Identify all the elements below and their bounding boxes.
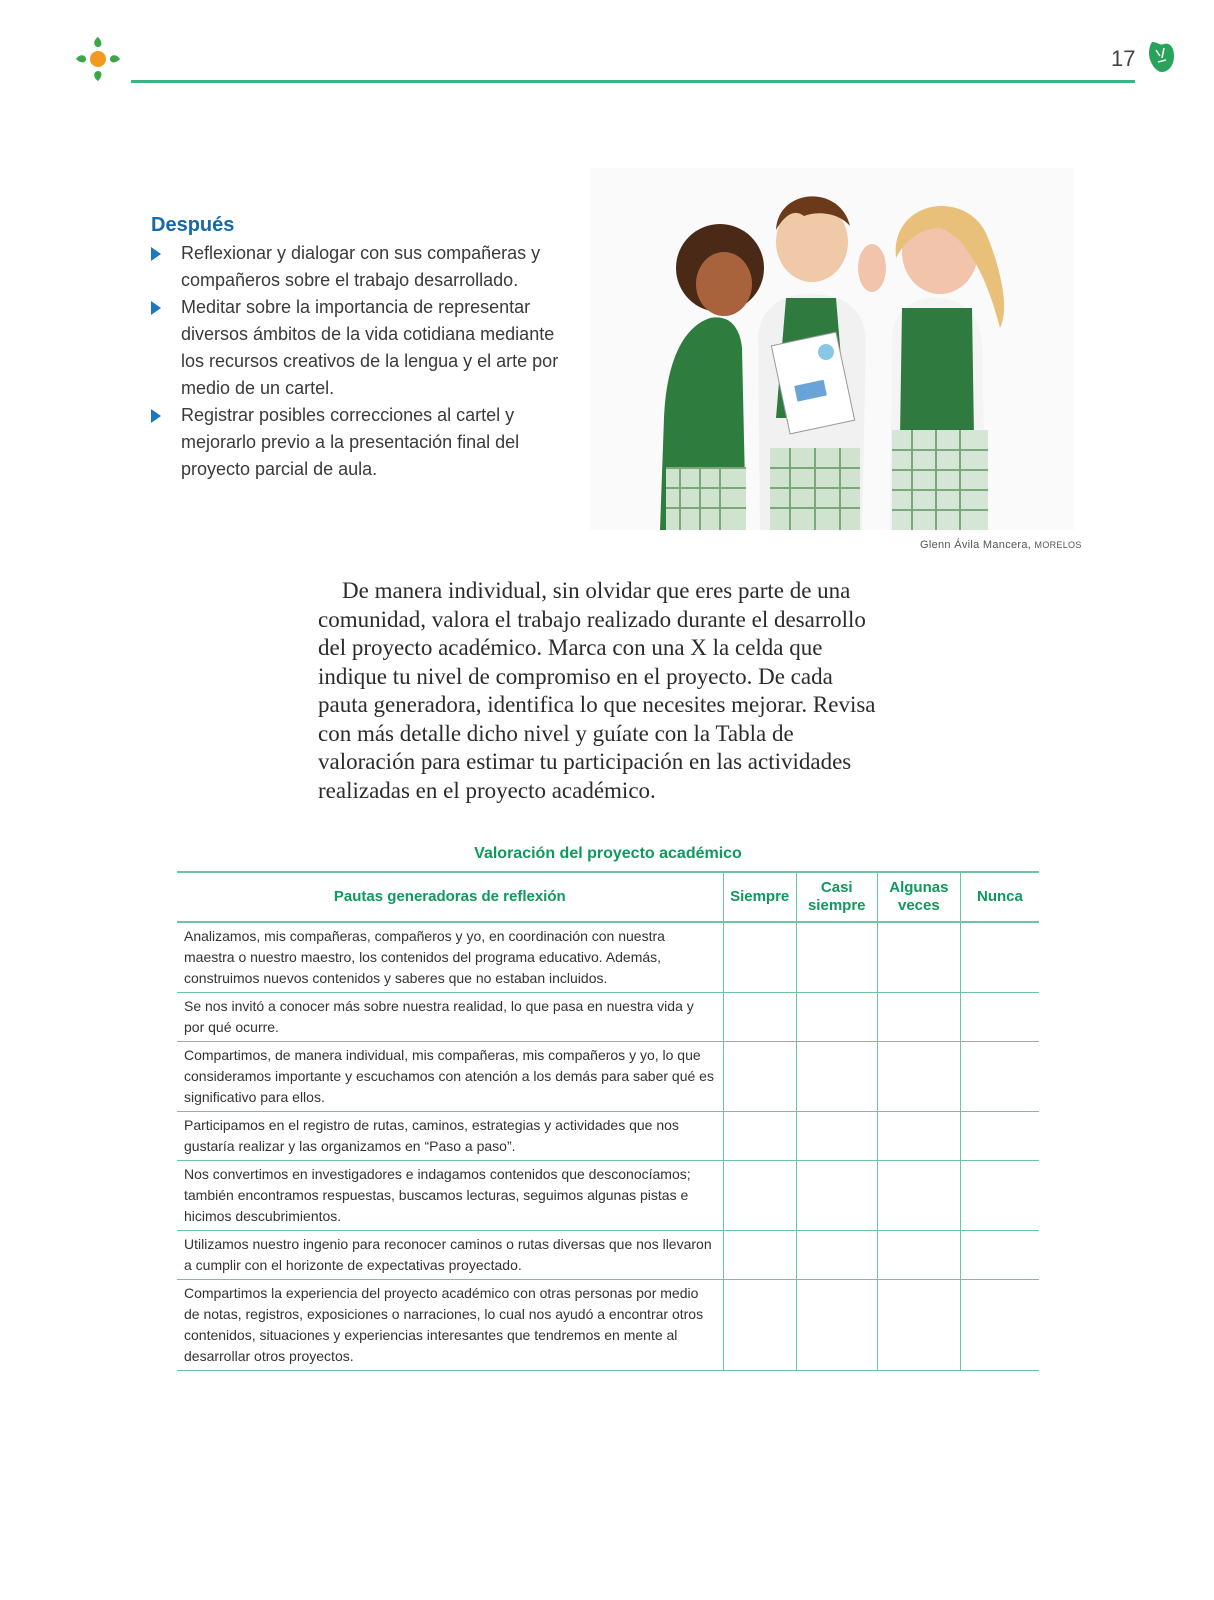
checkbox-cell-nunca[interactable] xyxy=(960,1161,1039,1231)
checkbox-cell-siempre[interactable] xyxy=(723,1161,796,1231)
list-item: Reflexionar y dialogar con sus compañeras y compañeros sobre el trabajo desarrollado. xyxy=(151,240,571,294)
pauta-cell: Compartimos, de manera individual, mis compañeras, mis compañeros y yo, lo que consideramos importante y escuchamos con atención a los demás para saber qué es significativo para ellos. xyxy=(177,1042,723,1112)
checkbox-cell-algunas-veces[interactable] xyxy=(877,1042,960,1112)
checkbox-cell-algunas-veces[interactable] xyxy=(877,1112,960,1161)
list-item: Registrar posibles correcciones al cartel y mejorarlo previo a la presentación final del proyecto parcial de aula. xyxy=(151,402,571,483)
checkbox-cell-nunca[interactable] xyxy=(960,1112,1039,1161)
table-title: Valoración del proyecto académico xyxy=(474,845,742,862)
pauta-cell: Se nos invitó a conocer más sobre nuestra realidad, lo que pasa en nuestra vida y por qué ocurre. xyxy=(177,993,723,1042)
pauta-cell: Compartimos la experiencia del proyecto académico con otras personas por medio de notas, registros, exposiciones o narraciones, lo cual nos ayudó a encontrar otros contenidos, situaciones y experiencias interesantes que tendremos en mente al desarrollar otros proyectos. xyxy=(177,1280,723,1371)
table-row xyxy=(177,1231,1039,1280)
checkbox-cell-casi-siempre[interactable] xyxy=(796,1161,877,1231)
column-header: Casi siempre xyxy=(796,872,877,922)
checkbox-cell-algunas-veces[interactable] xyxy=(877,922,960,993)
checkbox-cell-nunca[interactable] xyxy=(960,1231,1039,1280)
pauta-cell: Participamos en el registro de rutas, caminos, estrategias y actividades que nos gustaría realizar y las organizamos en “Paso a paso”. xyxy=(177,1112,723,1161)
checkbox-cell-casi-siempre[interactable] xyxy=(796,1112,877,1161)
checkbox-cell-nunca[interactable] xyxy=(960,922,1039,993)
checkbox-cell-casi-siempre[interactable] xyxy=(796,1231,877,1280)
checkbox-cell-siempre[interactable] xyxy=(723,993,796,1042)
page-number: 17 xyxy=(1111,46,1136,71)
checkbox-cell-algunas-veces[interactable] xyxy=(877,1280,960,1371)
column-header: Nunca xyxy=(960,872,1039,922)
checkbox-cell-siempre[interactable] xyxy=(723,1231,796,1280)
column-header: Algunas veces xyxy=(877,872,960,922)
section-leaf-icon xyxy=(1146,40,1176,74)
checkbox-cell-nunca[interactable] xyxy=(960,1042,1039,1112)
header-rule xyxy=(131,80,1135,83)
checkbox-cell-algunas-veces[interactable] xyxy=(877,1161,960,1231)
table-row xyxy=(177,922,1039,993)
pauta-cell: Nos convertimos en investigadores e indagamos contenidos que desconocíamos; también encontramos respuestas, buscamos lecturas, seguimos algunas pistas e hicimos descubrimientos. xyxy=(177,1161,723,1231)
bullet-arrow-icon xyxy=(151,301,161,315)
column-header: Pautas generadoras de reflexión xyxy=(177,872,723,922)
list-item: Meditar sobre la importancia de representar diversos ámbitos de la vida cotidiana mediante los recursos creativos de la lengua y el arte por medio de un cartel. xyxy=(151,294,571,402)
table-row xyxy=(177,1112,1039,1161)
checkbox-cell-siempre[interactable] xyxy=(723,922,796,993)
table-row xyxy=(177,1280,1039,1371)
checkbox-cell-casi-siempre[interactable] xyxy=(796,1280,877,1371)
table-row xyxy=(177,1042,1039,1112)
bullet-arrow-icon xyxy=(151,247,161,261)
activity-list xyxy=(151,240,571,483)
checkbox-cell-siempre[interactable] xyxy=(723,1042,796,1112)
checkbox-cell-siempre[interactable] xyxy=(723,1112,796,1161)
checkbox-cell-algunas-veces[interactable] xyxy=(877,993,960,1042)
section-heading: Después xyxy=(151,214,235,236)
checkbox-cell-nunca[interactable] xyxy=(960,993,1039,1042)
checkbox-cell-casi-siempre[interactable] xyxy=(796,1042,877,1112)
column-header: Siempre xyxy=(723,872,796,922)
instruction-paragraph: De manera individual, sin olvidar que eres parte de una comunidad, valora el trabajo realizado durante el desarrollo del proyecto académico. Marca con una X la celda que indique tu nivel de compromiso en el proyecto. De cada pauta generadora, identifica lo que necesites mejorar. Revisa con más detalle dicho nivel y guíate con la Tabla de valoración para estimar tu participación en las actividades realizadas en el proyecto académico. xyxy=(318,578,876,803)
checkbox-cell-nunca[interactable] xyxy=(960,1280,1039,1371)
pauta-cell: Utilizamos nuestro ingenio para reconocer caminos o rutas diversas que nos llevaron a cumplir con el horizonte de expectativas proyectado. xyxy=(177,1231,723,1280)
pauta-cell: Analizamos, mis compañeras, compañeros y yo, en coordinación con nuestra maestra o nuestro maestro, los contenidos del programa educativo. Además, construimos nuevos contenidos y saberes que no estaban incluidos. xyxy=(177,922,723,993)
table-row xyxy=(177,1161,1039,1231)
table-header-row xyxy=(177,872,1039,922)
students-illustration xyxy=(590,168,1074,530)
checkbox-cell-casi-siempre[interactable] xyxy=(796,993,877,1042)
checkbox-cell-siempre[interactable] xyxy=(723,1280,796,1371)
bullet-arrow-icon xyxy=(151,409,161,423)
series-logo-icon xyxy=(72,33,124,85)
checkbox-cell-algunas-veces[interactable] xyxy=(877,1231,960,1280)
table-row xyxy=(177,993,1039,1042)
evaluation-table xyxy=(177,871,1039,1371)
checkbox-cell-casi-siempre[interactable] xyxy=(796,922,877,993)
illustration-credit: Glenn Ávila Mancera, MORELOS xyxy=(920,539,1082,551)
